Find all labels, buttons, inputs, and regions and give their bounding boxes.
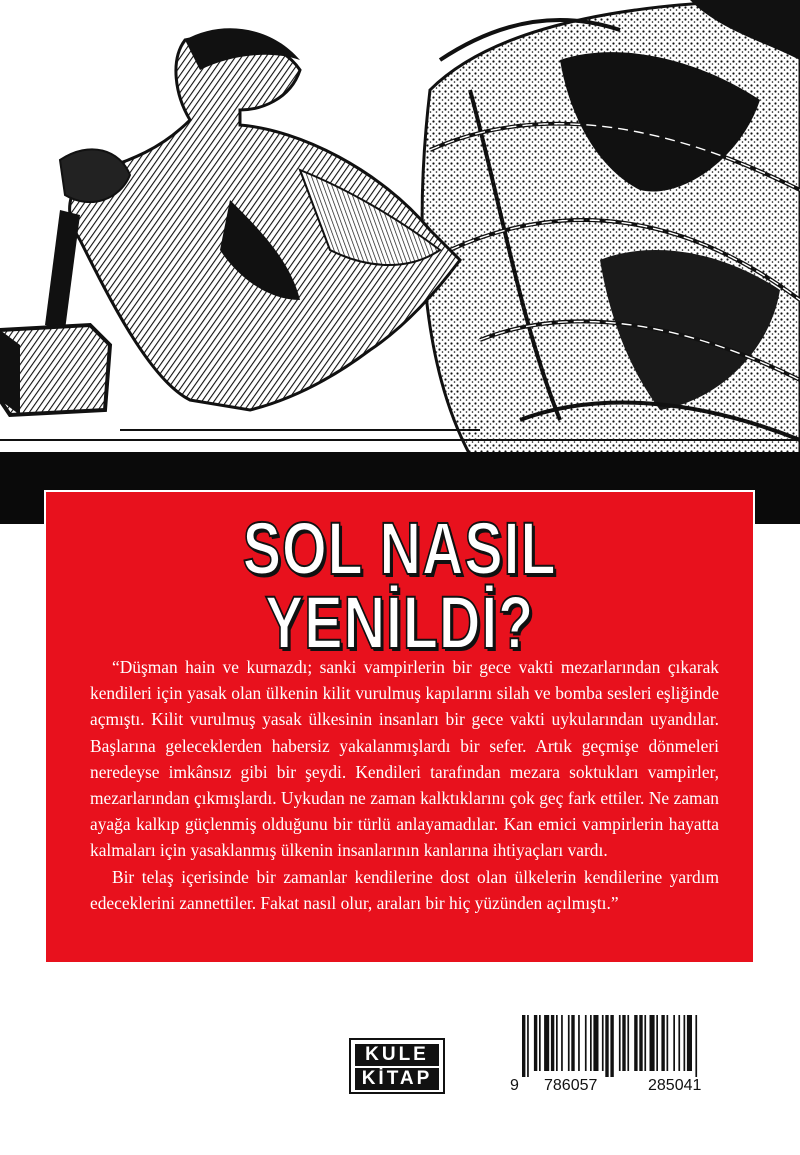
- quote-paragraph-2: Bir telaş içerisinde bir zamanlar kendilerine dost olan ülkelerin kendilerine yardım edeceklerini zannettiler. Fakat nasıl olur, araları bir hiç yüzünden açılmıştı.”: [90, 866, 719, 913]
- back-cover-quote: [90, 654, 719, 916]
- isbn-digit-group-1: 786057: [544, 1077, 598, 1094]
- barcode-bar: [544, 1015, 549, 1071]
- barcode-bar: [571, 1015, 574, 1071]
- barcode-bar: [639, 1015, 642, 1071]
- red-panel: [44, 490, 755, 962]
- barcode-bar: [627, 1015, 629, 1071]
- isbn-digit-group-2: 285041: [648, 1077, 702, 1094]
- barcode-bar: [667, 1015, 669, 1071]
- barcode-bar: [650, 1015, 655, 1071]
- barcode-bar: [568, 1015, 570, 1071]
- barcode-bar: [622, 1015, 625, 1071]
- barcode-bar: [634, 1015, 637, 1071]
- cover-illustration: [0, 0, 800, 455]
- barcode-bar: [539, 1015, 541, 1071]
- worker-figure: [60, 28, 460, 410]
- barcode-bar: [673, 1015, 675, 1071]
- globe-shape: [422, 0, 800, 455]
- barcode-icon: [506, 1015, 752, 1077]
- barcode-bar: [619, 1015, 621, 1071]
- barcode-bar: [602, 1015, 604, 1071]
- barcode-bar: [687, 1015, 692, 1071]
- isbn-barcode: [506, 1015, 752, 1095]
- barcode-bar: [522, 1015, 525, 1077]
- barcode-bar: [610, 1015, 613, 1077]
- barcode-bar: [527, 1015, 529, 1077]
- barcode-bar: [534, 1015, 537, 1071]
- publisher-logo-line-2: KİTAP: [355, 1068, 439, 1090]
- isbn-digits: [506, 1077, 752, 1095]
- barcode-bar: [585, 1015, 587, 1071]
- barcode-bar: [551, 1015, 554, 1071]
- barcode-bar: [684, 1015, 686, 1071]
- publisher-logo-line-1: KULE: [355, 1044, 439, 1066]
- quote-paragraph-1: “Düşman hain ve kurnazdı; sanki vampirlerin bir gece vakti mezarlarından çıkarak kendileri için yasak olan ülkenin kilit vurulmuş kapılarını silah ve bomba sesleri eşliğinde açmıştı. Kilit vurulmuş yasak ülkesinin insanları bir gece vakti uykularından uyandılar. Başlarına geleceklerden habersiz yakalanmışlardı bir sefer. Artık geçmişe dönmeleri neredeyse imkânsız gibi bir şeydi. Kendileri tarafından mezara soktukları vampirler, mezarlarından çıkmışlardı. Uykudan ne zaman kalktıklarını çok geç fark ettiler. Ne zaman ayağa kalkıp güçlenmiş olduğunu bir türlü anlayamadılar. Kan emici vampirlerin hayatta kalmaları için yasaklanmış ülkenin insanlarının kanlarına ihtiyaçları vardı.: [90, 657, 719, 861]
- barcode-bar: [590, 1015, 592, 1071]
- barcode-bar: [661, 1015, 664, 1071]
- barcode-bar: [678, 1015, 680, 1071]
- barcode-bar: [695, 1015, 697, 1077]
- book-title: SOL NASIL YENİLDİ?: [242, 507, 557, 664]
- barcode-bar: [556, 1015, 558, 1071]
- barcode-bar: [644, 1015, 646, 1071]
- barcode-bar: [593, 1015, 598, 1071]
- barcode-bar: [656, 1015, 658, 1071]
- isbn-digit-prefix: 9: [510, 1077, 519, 1094]
- barcode-bar: [605, 1015, 608, 1077]
- publisher-logo: [349, 1038, 445, 1094]
- barcode-bar: [561, 1015, 563, 1071]
- barcode-bar: [578, 1015, 580, 1071]
